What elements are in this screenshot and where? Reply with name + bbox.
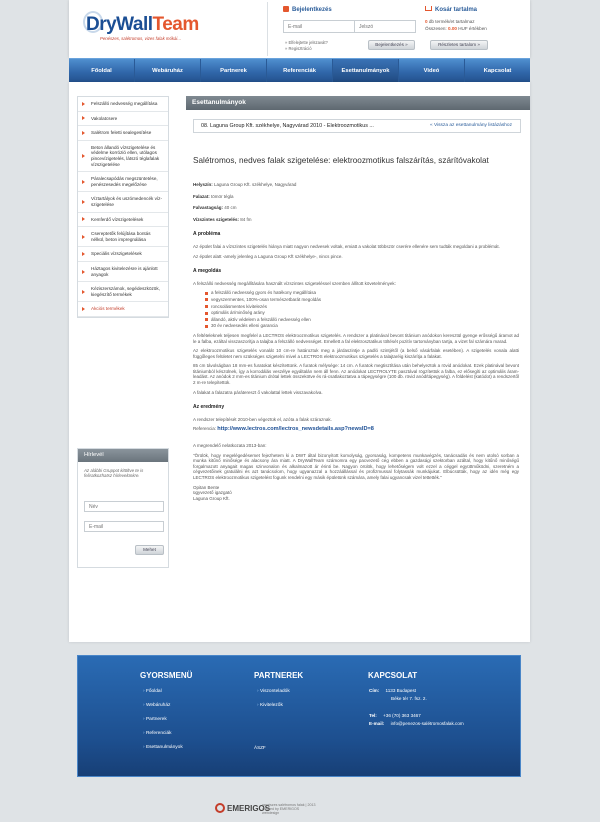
- reference-line: Referencia: http://www.lectros.com/lectros_newsdetails.asp?newsID=8: [193, 426, 374, 433]
- credit-text: penészes salétromos falak | 2013 created by EMERIGOS webdesign: [262, 803, 316, 816]
- sidebar-item[interactable]: Beton állandó vízszigetelése és védelme korrózió ellen, utólagos pincevízigetelés, látszó téglafalak vízszigetelése: [78, 141, 168, 172]
- footer-link[interactable]: › Esettanulmányok: [143, 745, 183, 750]
- problem-text: Az épület alatt -amely jelenleg a Laguna Group Kft székhelye-, nincs pince.: [193, 253, 343, 259]
- list-item: vegyszermentes, 100%-osan természetbarát megoldás: [205, 297, 519, 303]
- footer-phone: Tel: +36 (70) 363 3467: [369, 713, 421, 718]
- newsletter-submit-button[interactable]: Mehet: [135, 545, 164, 555]
- footer-link[interactable]: › Főoldal: [143, 689, 162, 694]
- register-link[interactable]: » Regisztráció: [285, 45, 312, 51]
- footer-link[interactable]: › Viszonteladók: [257, 689, 290, 694]
- sidebar-item[interactable]: Víztartályok és uszómedencék víz-szigetelése: [78, 192, 168, 212]
- footer-address: Cím: 1133 Budapest: [369, 688, 417, 693]
- solution-text: A falakat a falazatra párátereszt ő vakolattal lettek visszavakolva.: [193, 389, 323, 395]
- sidebar-item[interactable]: Csereptetők felújítása bontás nélkül, beton impregnálása: [78, 227, 168, 247]
- nav-item-video[interactable]: Videó: [399, 59, 465, 82]
- solution-text: Az elektroozmotikus szigetelés vonalát 10 cm-re határoztuk meg a járdaszintje a padló szintjétől (a belső vásárfalak esetében). A szigetelés vonala alatti függőleges felületet nem szükséges szigetelni mivel a LECTROS elektroozmotikus szigetelés a talajtaréig kiszárítja a falakat.: [193, 348, 519, 359]
- forgot-password-link[interactable]: » Elfelejtette jelszavát?: [285, 40, 328, 45]
- sidebar-item[interactable]: Salétrom feletti sealegesítése: [78, 126, 168, 141]
- testimonial-text: "Örülök, hogy megelégedésemet fejezhetem ki a DWT által bizonyított komolyság, gyorsaság, kompetens munkavégzés, tanácsadás és nem utolsó sorban a munka kitűnő minősége és alacsony ára miatt. A DryWallTeam számomra egy pacvezető cég ebben a gazdasági szektorban azáltal, hogy kitűnő minőségű forgalmazott anyagait magas szinvonalon és alkalmazott ár érinti be. Nagyon örülök, hogy lehetőségem volt ezzel a céggel együttműködni, szeretném a cégvezetőinek gratulálni és azt tanácsolom, hogy ugyanazzal a hozzáállással és profizmussal folytassák munkájukat. Elbúcsütták, hogy az idén még egy LECTROS elektroozmotikus szigetelést fogunk rendelni egy másik épületünk számára, amely falai ugyancsak vizel tettették.": [193, 452, 519, 480]
- site-logo[interactable]: DryWallTeam: [86, 14, 199, 35]
- cart-details-button[interactable]: Részletes tartalom »: [430, 40, 488, 50]
- sidebar-item[interactable]: Páralecsapódás megszüntetése, penészesedés megelőzése: [78, 172, 168, 192]
- header-divider: [267, 2, 268, 56]
- footer: [77, 655, 521, 777]
- problem-heading: A probléma: [193, 231, 221, 238]
- reference-link[interactable]: http://www.lectros.com/lectros_newsdetails.asp?newsID=8: [217, 426, 374, 433]
- sidebar-item[interactable]: Kemferdő vízszigetelések: [78, 213, 168, 228]
- footer-link[interactable]: › Partnerek: [143, 717, 167, 722]
- breadcrumb-current: 08. Laguna Group Kft. székhelye, Nagyvárad 2010 - Elektroozmotikus ...: [201, 123, 374, 129]
- result-text: A rendszer telepítését 2010-ben végeztük el, azóta a falak száraznak.: [193, 416, 332, 422]
- solution-text: 85 cm távolságban 18 mm-es furatokat készítettünk. A furatok mélysége: 14 cm. A furatok megtisztítása után behelyeztük a rövid anódokat. Ezek platinával bevont titániumból készülnek, így a korrodálás veszélye egyáltalán nem áll fenn. Az anódokat LECTROLYTE pasztával rögzítettük a falba, ez elősegíti az optimális áram-leadást. Az anódok 2 mm-es titánium drótal lettek összekötve és rá-csatlakoztatva a tápegységre (100 db. rövid anód/tápegység). A földelést (katódot) a rendszertől 2 m-re telepítettük.: [193, 363, 519, 386]
- newsletter-email-input[interactable]: [84, 521, 164, 532]
- cart-title: Kosár tartalma: [425, 6, 477, 13]
- footer-email[interactable]: E-mail: info@penezos-salétromosfalak.com: [369, 721, 464, 726]
- fact-helyszin: Helyszín: Laguna Group Kft. székhelye, Nagyvárad: [193, 182, 297, 187]
- footer-contact-title: KAPCSOLAT: [368, 671, 418, 680]
- solution-text: A feltételeknek teljesen megfelel a LECTROS elektroozmotikus szigetelés. A rendszer a platinával bevont titánium anódokon keresztül gyenge erősségű áramot ad le a falba, ezáltal visszaszorítja a talajba a felszálló nedvességet. Emellett a fal elektrosztatikus töltését pozitív tartományban tartja, a vizet fal számára marad.: [193, 332, 519, 344]
- article-content: [193, 182, 519, 501]
- section-title: Esettanulmányok: [186, 96, 530, 110]
- newsletter-title: Hírlevél: [78, 449, 168, 462]
- fact-falazat: Falazat: tömör tégla: [193, 193, 234, 199]
- emerigos-logo-icon: [215, 803, 225, 813]
- footer-address-line2: Béke tér 7. fsz. 2.: [391, 696, 427, 701]
- list-item: optimális ár/minőség arány: [205, 310, 519, 316]
- signature: Opitan Bente ügyvezető igazgató Laguna Group Kft.: [193, 484, 232, 501]
- newsletter-name-input[interactable]: [84, 501, 164, 512]
- footer-link[interactable]: › Webáruház: [143, 703, 170, 708]
- fact-szigeteles: Vízszintes szigetelés: 84 fm: [193, 216, 252, 222]
- nav-item-partnerek[interactable]: Partnerek: [201, 59, 267, 82]
- sidebar-item[interactable]: Vakolatcsere: [78, 112, 168, 127]
- requirements-list: [205, 290, 519, 329]
- list-item: állandó, aktív védelem a felszálló nedvesség ellen: [205, 317, 519, 323]
- nav-item-referenciak[interactable]: Referenciák: [267, 59, 333, 82]
- sidebar-item[interactable]: Háztagos kivitelezésre is ajánlott anyagok: [78, 262, 168, 282]
- login-title: Bejelentkezés: [283, 6, 332, 13]
- nav-item-webaruhaz[interactable]: Webáruház: [135, 59, 201, 82]
- emerigos-logo[interactable]: EMERIGOS: [215, 803, 270, 813]
- fact-falvastagsag: Falvastagság: 40 cm: [193, 205, 237, 211]
- sidebar-item-akcios[interactable]: Akciós termékek: [78, 302, 168, 317]
- nav-item-fooldal[interactable]: Főoldal: [69, 59, 135, 82]
- lock-icon: [283, 6, 289, 12]
- login-password-input[interactable]: [354, 20, 416, 33]
- newsletter-box: [77, 448, 169, 568]
- cart-icon: [425, 6, 432, 11]
- solution-intro: A felszálló nedvesség megállítására használt vízszintes szigeteléssel szemben állított követelmények:: [193, 280, 396, 286]
- footer-link[interactable]: › Kivitelezők: [257, 703, 283, 708]
- problem-text: Az épület falai a vízszintes szigetelés hiánya miatt nagyon nedvesek voltak, emiatt a vakolat többször cserére ellenére sem tudták megoldani a problémát.: [193, 243, 500, 249]
- newsletter-text: Az alábbi Gruppot kitöltve te is feliratkozhatsz hírlevelünkre.: [84, 468, 144, 479]
- breadcrumb: [193, 119, 521, 133]
- footer-quickmenu-title: GYORSMENÜ: [140, 671, 193, 680]
- list-item: 30 év nedvesedés elleni garancia: [205, 323, 519, 329]
- article-title: Salétromos, nedves falak szigetelése: elektroozmotikus falszárítás, szárítóvakolat: [193, 156, 489, 165]
- main-nav: [69, 58, 530, 82]
- cart-sum: Összesen: 0.00 HUF értékben: [425, 26, 487, 31]
- footer-link[interactable]: › Referenciák: [143, 731, 172, 736]
- cart-count: 0 db termék/et tartalmaz: [425, 19, 475, 24]
- footer-partners-title: PARTNEREK: [254, 671, 304, 680]
- back-to-list-link[interactable]: « Vissza az esettanulmány listázáshoz: [429, 123, 512, 128]
- login-email-input[interactable]: [283, 20, 358, 33]
- sidebar-item[interactable]: Speciális vízszigetelések: [78, 247, 168, 262]
- sidebar-menu: [77, 96, 169, 318]
- result-heading: Az eredmény: [193, 404, 225, 411]
- sidebar-item[interactable]: Kéziszerszámok, segédeszközök, kiegészítő termékek: [78, 282, 168, 302]
- nav-item-kapcsolat[interactable]: Kapcsolat: [483, 68, 512, 74]
- login-links: [285, 40, 328, 51]
- solution-heading: A megoldás: [193, 268, 222, 275]
- list-item: roncsolásmentes kivitelezés: [205, 304, 519, 310]
- logo-subtitle: Penészes, salétromos, vizes falak mókái...: [100, 36, 181, 41]
- list-item: a felszálló nedvesség gyors és hatékony megállítása: [205, 290, 519, 296]
- sidebar-item[interactable]: Felszálló nedvesség megállítása: [78, 97, 168, 112]
- login-button[interactable]: Bejelentkezés »: [368, 40, 415, 50]
- footer-aszf-link[interactable]: ÁSZF: [254, 745, 266, 750]
- nav-item-esettanulmanyok[interactable]: Esettanulmányok: [333, 59, 399, 82]
- testimonial-intro: A megrendelő nelatkozata 2013-ban:: [193, 443, 267, 449]
